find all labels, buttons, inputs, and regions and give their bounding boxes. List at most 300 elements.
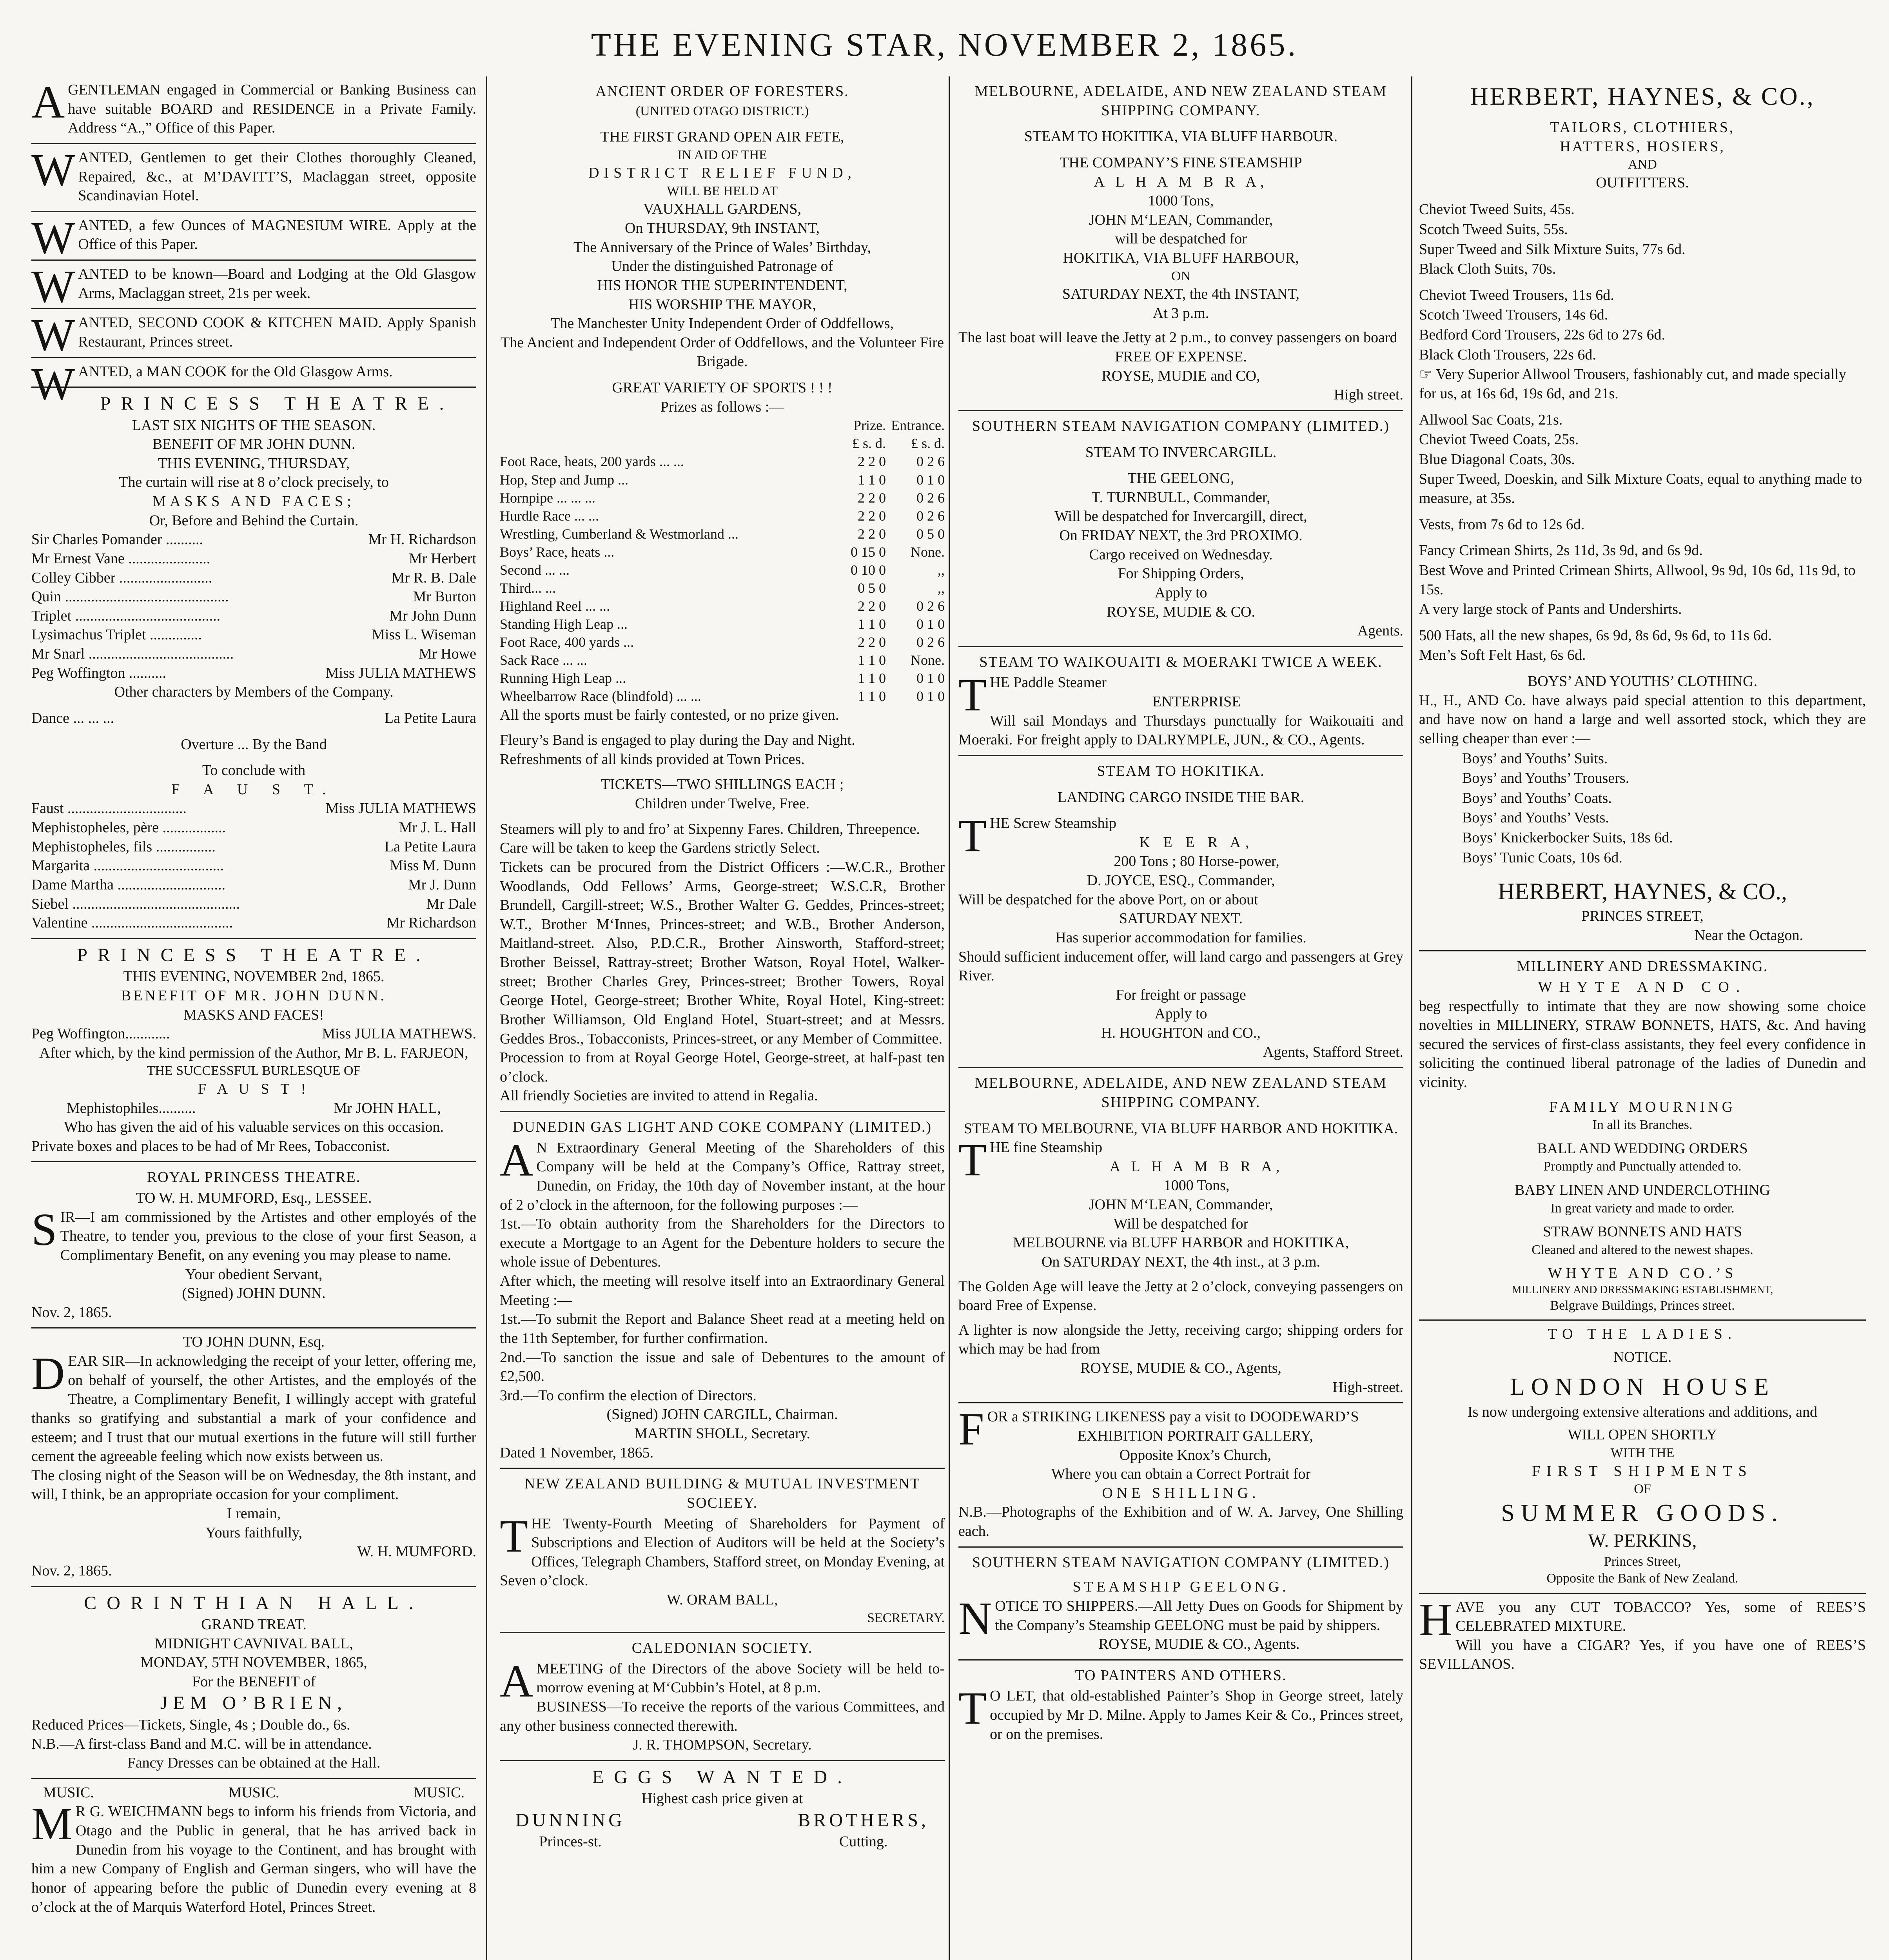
suits-list [1419,200,1866,279]
ad-gentleman: AGENTLEMAN engaged in Commercial or Banking Business can have suitable BOARD and RESIDENCE in a Private Family. Address “A.,” Office of this Paper. [31,76,476,144]
ad-line: Reduced Prices—Tickets, Single, 4s ; Double do., 6s. [31,1716,350,1733]
prize-name-cell: Foot Race, 400 yards ... [500,634,634,650]
ad-title: CORINTHIAN HALL. [84,1592,424,1613]
prize-name-cell: Hurdle Race ... ... [500,508,599,524]
ad-line: Cargo received on Wednesday. [1089,546,1273,563]
ad-line: Princes Street, [1604,1554,1681,1569]
ad-line: 1st.—To obtain authority from the Shareholders for the Directors to execute a Mortgage to an Agent for the Debenture holders to secure the whole issue of Debentures. [500,1216,945,1270]
ad-line: Apply to [1154,1005,1207,1022]
ad-line: ROYSE, MUDIE & CO., Agents, [1080,1360,1282,1377]
prize-prize-cell: 1 1 0 [858,670,886,686]
ad-title: MILLINERY AND DRESSMAKING. [1517,958,1768,975]
cast-actor: Miss M. Dunn [390,857,476,874]
ad-line: Agents, Stafford Street. [1263,1044,1403,1060]
ad-line: AND [1628,157,1657,172]
cast-row [31,644,476,664]
ad-tobacco [1419,1594,1866,1680]
ad-line: SATURDAY NEXT. [1119,910,1243,927]
cast-role: Peg Woffington .......... [31,664,166,681]
ad-line: Should sufficient inducement offer, will land cargo and passengers at Grey River. [958,948,1403,984]
prize-name-cell: Foot Race, heats, 200 yards ... ... [500,454,684,470]
eggs-row [500,1808,945,1851]
ad-line: FOR a STRIKING LIKENESS pay a visit to DOODEWARD’S [958,1403,1359,1455]
prize-prize-cell: 2 2 0 [858,598,886,614]
ad-line: Will be despatched for [1113,1215,1248,1232]
ad-body: beg respectfully to intimate that they are now showing some choice novelties in MILLINERY, STRAW BONNETS, HATS, &c. And having secured the services of first-class assistants, they feel every confidence in soliciting the continued liberal patronage of the ladies of Dunedin and vicinity. [1419,998,1866,1091]
cast-actor: Miss JULIA MATHEWS [325,664,476,681]
dance-row [31,709,476,728]
ad-line: ROYSE, MUDIE & CO. [1107,603,1255,620]
ad-line: Promptly and Punctually attended to. [1543,1159,1742,1174]
eggs-sub: Princes-st. [539,1833,602,1850]
cast-role: Mr Snarl ....................................... [31,646,234,662]
ad-line: STEAM TO HOKITIKA, VIA BLUFF HARBOUR. [1024,128,1338,145]
ad-eggs [500,1761,945,1857]
prize-row [500,471,945,489]
cast-row [31,895,476,914]
prize-table [500,416,945,705]
cast-actor: Mr R. B. Dale [391,569,476,586]
ad-line: JOHN M‘LEAN, Commander, [1089,1196,1273,1213]
ad-line: A L H A M B R A, [1109,1158,1284,1175]
ad-line: Care will be taken to keep the Gardens strictly Select. [500,840,820,857]
ad-line: N.B.—A first-class Band and M.C. will be in attendance. [31,1735,372,1752]
ad-steam-hokitika [958,756,1403,1068]
ad-line: NOTICE TO SHIPPERS.—All Jetty Dues on Goods for Shipment by the Company’s Steamship GEELONG must be paid by shippers. [958,1592,1403,1644]
ad-line: THIS EVENING, THURSDAY, [158,455,350,472]
ad-line: On SATURDAY NEXT, the 4th inst., at 3 p.m. [1041,1253,1321,1270]
ad-line: I remain, [227,1505,281,1522]
ad-southern-1 [958,411,1403,647]
ad-line: The Ancient and Independent Order of Oddfellows, and the Volunteer Fire Brigade. [501,334,944,370]
cast-actor: Mr Herbert [409,550,476,567]
ad-role: Mephistophiles.......... [67,1100,196,1116]
column-3 [958,76,1403,1960]
cast-role: Dame Martha ............................. [31,876,225,893]
ad-line: MARTIN SHOLL, Secretary. [634,1425,811,1442]
ad-line: Fancy Dresses can be obtained at the Hall. [127,1755,381,1771]
ad-line: WILL OPEN SHORTLY [1568,1426,1717,1443]
prize-entrance-cell: 0 5 0 [916,526,945,542]
music-body: MR G. WEICHMANN begs to inform his friends from Victoria, and Otago and the Public in general, that he has arrived back in Dunedin from his voyage to the Continent, and has brought with him a new Company of English and German singers, who will have the honor of appearing before the public of Dunedin every evening at 8 o’clock at the of Marquis Waterford Hotel, Princes Street. [31,1798,476,1915]
cast-role: Mephistopheles, fils ................ [31,838,216,855]
prize-prize-cell: 2 2 0 [858,454,886,470]
ad-body: AN Extraordinary General Meeting of the Shareholders of this Company will be held at the Company’s Office, Rattray street, Dunedin, on Friday, the 10th day of November instant, at the hour of 2 o’clock in the afternoon, for the following purposes :— [500,1134,945,1213]
ad-line: FAMILY MOURNING [1549,1098,1736,1115]
ad-line: Belgrave Buildings, Princes street. [1550,1298,1735,1313]
ad-magnesium: WANTED, a few Ounces of MAGNESIUM WIRE. Apply at the Office of this Paper. [31,212,476,263]
ad-herbert-haynes [1419,76,1866,951]
cast-actor: Miss L. Wiseman [372,626,476,643]
prize-row [500,633,945,651]
list-item: Super Tweed and Silk Mixture Suits, 77s 6d. [1419,241,1686,258]
list-item: Boys’ and Youths’ Vests. [1462,809,1609,826]
ad-line: MILLINERY AND DRESSMAKING ESTABLISHMENT, [1512,1283,1773,1296]
list-item: Vests, from 7s 6d to 12s 6d. [1419,516,1585,533]
ad-line: SATURDAY NEXT, the 4th INSTANT, [1062,286,1299,303]
ad-line: MASKS AND FACES! [183,1006,324,1023]
ad-line: THE SUCCESSFUL BURLESQUE OF [147,1063,361,1078]
ad-line: LONDON HOUSE [1510,1373,1775,1400]
list-item: Super Tweed, Doeskin, and Silk Mixture Coats, equal to anything made to measure, at 35s. [1419,471,1862,507]
prize-prize-cell: 0 15 0 [851,544,886,560]
ad-line: ROYSE, MUDIE and CO, [1101,367,1260,384]
ad-line: Highest cash price given at [641,1790,803,1807]
ad-line: THE COMPANY’S FINE STEAMSHIP [1060,154,1302,171]
prize-prize-cell: 1 1 0 [858,688,886,704]
list-item: ☞ Very Superior Allwool Trousers, fashionably cut, and made specially for us, at 16s 6d, 19s 6d, and 21s. [1419,366,1846,402]
ad-line: Has superior accommodation for families. [1055,929,1307,946]
ad-title: ROYAL PRINCESS THEATRE. [147,1169,361,1186]
ad-row [31,1099,476,1118]
eggs-name: DUNNING [515,1810,625,1831]
ad-princess-theatre-1 [31,388,476,939]
cast-role: Quin ............................................ [31,588,229,605]
ad-line: A lighter is now alongside the Jetty, receiving cargo; shipping orders for which may be had from [958,1321,1403,1357]
ad-likeness [958,1403,1403,1547]
cast-role: Triplet ....................................... [31,607,221,624]
cast-row [31,818,476,837]
ad-line: Other characters by Members of the Company. [114,684,394,701]
prize-name-cell: Second ... ... [500,562,570,578]
ad-second-cook: WANTED, SECOND COOK & KITCHEN MAID. Apply Spanish Restaurant, Princes street. [31,309,476,361]
prize-name-cell: Wrestling, Cumberland & Westmorland ... [500,526,739,542]
ad-title: SOUTHERN STEAM NAVIGATION COMPANY (LIMITED.) [972,417,1390,434]
cast-role: Lysimachus Triplet .............. [31,626,202,643]
ad-painters [958,1661,1403,1749]
ad-line: Will be despatched for Invercargill, direct, [1054,508,1307,525]
prize-row [500,615,945,633]
cast-actor: Mr Burton [413,588,476,605]
ad-line: Or, Before and Behind the Curtain. [149,512,359,529]
column-2 [500,76,945,1960]
ad-line: ROYSE, MUDIE & CO., Agents. [1098,1636,1300,1653]
prize-row [500,597,945,615]
hats-list [1419,626,1866,665]
ad-line: (UNITED OTAGO DISTRICT.) [635,103,809,118]
cast-role: Sir Charles Pomander .......... [31,531,203,548]
prize-entrance-cell: 0 1 0 [916,472,945,488]
ad-line: JEM O’BRIEN, [160,1693,348,1714]
ad-line: STEAMSHIP GEELONG. [1072,1579,1289,1595]
prize-row [500,489,945,507]
ad-line: Under the distinguished Patronage of [611,258,833,275]
ad-line: ENTERPRISE [1152,693,1241,710]
music-head: MUSIC. [228,1784,279,1801]
ad-line: EXHIBITION PORTRAIT GALLERY, [1077,1427,1313,1444]
coats-list [1419,410,1866,508]
cast-row [31,549,476,568]
ad-music [31,1779,476,1922]
list-item: Scotch Tweed Suits, 55s. [1419,221,1568,238]
ad-line: On THURSDAY, 9th INSTANT, [624,220,820,237]
prize-prize-cell: 2 2 0 [858,490,886,506]
prize-name-cell: Highland Reel ... ... [500,598,610,614]
column-divider [949,76,950,1960]
ad-line: BENEFIT OF MR JOHN DUNN. [152,436,356,453]
ad-line: STRAW BONNETS AND HATS [1542,1223,1742,1240]
ad-line: Will be despatched for the above Port, on or about [958,891,1258,908]
ad-princess-theatre-2 [31,939,476,1163]
ad-line: In great variety and made to order. [1550,1201,1735,1216]
prize-prize-cell: 1 1 0 [858,616,886,632]
ad-line: BABY LINEN AND UNDERCLOTHING [1515,1182,1770,1198]
cast-list [31,530,476,682]
dance-label: Dance ... ... ... [31,710,114,726]
prize-entrance-cell: None. [911,544,945,560]
ad-line: MELBOURNE via BLUFF HARBOR and HOKITIKA, [1013,1234,1349,1251]
ad-title: NEW ZEALAND BUILDING & MUTUAL INVESTMENT SOCIEEY. [524,1475,920,1511]
cast-actor: La Petite Laura [384,838,476,855]
ad-line: THE GEELONG, [1127,470,1234,487]
ad-line: Opposite the Bank of New Zealand. [1546,1571,1738,1586]
cast-actor: Mr Howe [419,646,476,662]
list-item: Men’s Soft Felt Hast, 6s 6d. [1419,647,1586,664]
currency-header [500,434,945,452]
prize-prize-cell: 1 1 0 [858,472,886,488]
ad-line: A L H A M B R A, [1094,173,1268,190]
ad-line: T. TURNBULL, Commander, [1091,489,1270,506]
prize-name-cell: Hornpipe ... ... ... [500,490,595,506]
ad-foresters [500,76,945,1112]
list-item: Cheviot Tweed Trousers, 11s 6d. [1419,287,1614,303]
ad-line: HIS HONOR THE SUPERINTENDENT, [597,277,847,294]
ad-line: HATTERS, HOSIERS, [1560,138,1725,155]
prize-entrance-cell: 0 2 6 [916,634,945,650]
prize-entrance-cell: 0 1 0 [916,688,945,704]
ad-line: STEAM TO MELBOURNE, VIA BLUFF HARBOR AND HOKITIKA. [964,1120,1398,1137]
list-item: Scotch Tweed Trousers, 14s 6d. [1419,307,1608,323]
ad-line: 1st.—To submit the Report and Balance Sheet read at a meeting held on the 11th September, for further confirmation. [500,1311,945,1347]
ad-line: TO JOHN DUNN, Esq. [183,1334,325,1350]
ad-title: CALEDONIAN SOCIETY. [631,1640,813,1657]
cast-role: Siebel ............................................. [31,895,240,912]
ad-line: TICKETS—TWO SHILLINGS EACH ; [601,776,844,793]
ad-line: Apply to [1154,584,1207,601]
eggs-name: BROTHERS, [798,1810,929,1831]
music-head: MUSIC. [43,1784,94,1801]
ad-line: JOHN M‘LEAN, Commander, [1089,211,1273,228]
ad-building-society [500,1469,945,1633]
prize-row [500,579,945,597]
ad-line: W. ORAM BALL, [666,1592,778,1608]
ad-man-cook: WANTED, a MAN COOK for the Old Glasgow Arms. [31,358,476,388]
ad-line: Private boxes and places to be had of Mr Rees, Tobacconist. [31,1138,390,1154]
ad-line: ONE SHILLING. [1102,1485,1260,1501]
prize-entrance-cell: ,, [938,562,945,578]
ad-line: 3rd.—To confirm the election of Directors. [500,1387,757,1404]
cast-row [31,530,476,549]
ad-line: (Signed) JOHN DUNN. [182,1285,326,1302]
ad-line: Where you can obtain a Correct Portrait for [1051,1466,1311,1483]
ad-line: F A U S T ! [198,1080,310,1097]
list-item: Cheviot Tweed Suits, 45s. [1419,201,1575,218]
cast-row [31,625,476,644]
ad-title: MELBOURNE, ADELAIDE, AND NEW ZEALAND STEAM SHIPPING COMPANY. [974,1075,1387,1111]
ad-line: Will sail Mondays and Thursdays punctually for Waikouaiti and Moeraki. For freight apply to DALRYMPLE, JUN., & CO., Agents. [958,712,1403,748]
ad-line: LAST SIX NIGHTS OF THE SEASON. [132,417,376,434]
ad-line: Children under Twelve, Free. [635,795,810,812]
ad-title: MELBOURNE, ADELAIDE, AND NEW ZEALAND STEAM SHIPPING COMPANY. [974,83,1387,119]
prize-prize-cell: 1 1 0 [858,652,886,668]
ad-line: STEAM TO INVERCARGILL. [1085,444,1277,461]
ad-line: Procession to from at Royal George Hotel, George-street, at half-past ten o’clock. [500,1049,945,1085]
ad-body: THE Twenty-Fourth Meeting of Shareholders for Payment of Subscriptions and Election of Auditors will be held at the Society’s Offices, Telegraph Chambers, Stafford street, on Monday Evening, at Seven o’clock. [500,1510,945,1589]
ad-wanted-clothes: WANTED, Gentlemen to get their Clothes thoroughly Cleaned, Repaired, &c., at M’DAVITT’S, Maclaggan street, opposite Scandinavian Hotel. [31,144,476,212]
ad-line: High-street. [1332,1379,1403,1396]
prize-row [500,507,945,525]
ad-line: The Golden Age will leave the Jetty at 2 o’clock, conveying passengers on board Free of Expense. [958,1278,1403,1314]
ad-line: BENEFIT OF MR. JOHN DUNN. [121,987,387,1004]
ad-line: TAILORS, CLOTHIERS, [1550,119,1735,136]
cast-row [31,837,476,857]
cast-actor: Mr H. Richardson [368,531,476,548]
list-item: Boys’ and Youths’ Coats. [1462,789,1612,806]
ad-line: Overture ... By the Band [181,736,327,753]
ad-line: HAVE you any CUT TOBACCO? Yes, some of REES’S CELEBRATED MIXTURE. [1419,1593,1866,1645]
ad-actor: Miss JULIA MATHEWS. [322,1025,476,1042]
ad-line: F A U S T. [171,781,336,798]
ad-line: GRAND TREAT. [201,1616,307,1633]
ad-corinthian-hall [31,1587,476,1779]
ad-title: TO PAINTERS AND OTHERS. [1075,1667,1287,1684]
ad-line: Near the Octagon. [1694,927,1803,944]
ad-caledonian [500,1633,945,1761]
ad-line: J. R. THOMPSON, Secretary. [633,1737,812,1753]
ad-line: PRINCES STREET, [1581,908,1704,925]
ad-line: BUSINESS—To receive the reports of the various Committees, and any other business connected therewith. [500,1699,945,1734]
ad-line: WHYTE AND CO. [1538,978,1747,995]
ad-line: High street. [1334,387,1403,403]
cast-role: Valentine ...................................... [31,915,233,931]
ad-line: MASKS AND FACES; [152,493,355,510]
ad-line: HIS WORSHIP THE MAYOR, [628,296,817,313]
trousers-list [1419,286,1866,403]
ad-title: HERBERT, HAYNES, & CO., [1470,82,1815,110]
ad-line: Dated 1 November, 1865. [500,1444,654,1461]
column-1 [31,76,476,1960]
ad-line: D. JOYCE, ESQ., Commander, [1087,872,1275,889]
cast-role: Margarita ................................... [31,857,224,874]
ad-line: WHYTE AND CO.’S [1548,1265,1737,1282]
cast-role: Colley Cibber ......................... [31,569,212,586]
ad-line: THE FIRST GRAND OPEN AIR FETE, [600,129,844,145]
letter-body: DEAR SIR—In acknowledging the receipt of your letter, offering me, on behalf of yourself, the other Artistes, and the employés of the Theatre, a Complimentary Benefit, I willingly accept with grateful thanks so gratifying and substantial a mark of your confidence and esteem; and I trust that our mutual exertions in the future will still further cement the agreeable feeling which now exists between us. [31,1348,476,1465]
entrance-header-cell: Entrance. [891,417,945,434]
ad-role: Peg Woffington............ [31,1025,170,1042]
prize-entrance-cell: 0 2 6 [916,508,945,524]
currency-cell: £ s. d. [852,436,886,452]
list-item: Allwool Sac Coats, 21s. [1419,411,1563,428]
list-item: Boys’ and Youths’ Suits. [1462,750,1608,767]
ad-line: All the sports must be fairly contested, or no prize given. [500,706,839,723]
prize-blank [500,416,827,434]
ad-gas-company [500,1112,945,1469]
prize-entrance-cell: 0 1 0 [916,670,945,686]
cast-row [31,664,476,683]
eggs-sub: Cutting. [839,1833,888,1850]
list-item: Fancy Crimean Shirts, 2s 11d, 3s 9d, and 6s 9d. [1419,542,1703,559]
letter-date: Nov. 2, 1865. [31,1304,112,1321]
prize-entrance-cell: 0 2 6 [916,490,945,506]
cast-row [31,875,476,895]
ad-line: Yours faithfully, [205,1524,303,1541]
ad-line: GREAT VARIETY OF SPORTS ! ! ! [612,379,833,396]
ad-line: OUTFITTERS. [1596,174,1689,191]
ad-title: PRINCESS THEATRE. [100,393,454,414]
ad-line: Will you have a CIGAR? Yes, if you have one of REES’S SEVILLANOS. [1419,1637,1866,1673]
list-item: Boys’ Tunic Coats, 10s 6d. [1462,849,1622,866]
ad-line: W. PERKINS, [1588,1530,1697,1552]
prize-entrance-cell: 0 1 0 [916,616,945,632]
ad-line: WILL BE HELD AT [667,183,778,198]
ad-line: 200 Tons ; 80 Horse-power, [1114,853,1279,870]
prize-row [500,543,945,561]
prize-prize-cell: 0 10 0 [851,562,886,578]
ad-line: All friendly Societies are invited to attend in Regalia. [500,1087,818,1104]
ad-line: Refreshments of all kinds provided at Town Prices. [500,751,805,768]
ad-line: Your obedient Servant, [185,1266,323,1283]
prize-prize-cell: 0 5 0 [858,580,886,596]
ad-line: DISTRICT RELIEF FUND, [588,165,856,181]
cast-row [31,587,476,606]
letter-date: Nov. 2, 1865. [31,1562,112,1579]
ad-line: To conclude with [202,762,306,779]
ad-line: THIS EVENING, NOVEMBER 2nd, 1865. [123,968,385,985]
list-item: Boys’ Knickerbocker Suits, 18s 6d. [1462,829,1673,846]
ad-line: For the BENEFIT of [192,1673,316,1690]
ad-title: STEAM TO WAIKOUAITI & MOERAKI TWICE A WEEK. [979,653,1383,670]
ad-line: BALL AND WEDDING ORDERS [1537,1140,1748,1157]
prize-header [500,416,945,434]
prize-prize-cell: 2 2 0 [858,508,886,524]
ad-title: DUNEDIN GAS LIGHT AND COKE COMPANY (LIMITED.) [512,1119,932,1136]
shirts-list [1419,541,1866,619]
list-item: Black Cloth Trousers, 22s 6d. [1419,346,1596,363]
music-head: MUSIC. [414,1784,465,1801]
list-item: Boys’ and Youths’ Trousers. [1462,770,1630,787]
eggs-right [798,1808,929,1851]
column-divider [486,76,487,1960]
cast-role: Mr Ernest Vane ...................... [31,550,210,567]
ad-line: Who has given the aid of his valuable services on this occasion. [64,1119,444,1136]
prize-name-cell: Wheelbarrow Race (blindfold) ... ... [500,688,701,704]
prize-entrance-cell: 0 2 6 [916,454,945,470]
cast-actor: Mr J. L. Hall [399,819,476,836]
ad-line: On FRIDAY NEXT, the 3rd PROXIMO. [1059,527,1303,544]
cast-actor: Mr John Dunn [389,607,476,624]
ad-line: THE fine Steamship [958,1134,1103,1186]
ad-line: For freight or passage [1116,986,1246,1003]
column-divider [1411,76,1412,1960]
ad-row [31,1024,476,1044]
prize-name-cell: Third... ... [500,580,556,596]
ad-line: The curtain will rise at 8 o’clock precisely, to [119,474,389,491]
prize-row [500,687,945,705]
ad-line: After which, by the kind permission of the Author, Mr B. L. FARJEON, [39,1044,468,1061]
music-heads [31,1783,476,1802]
ad-line: NOTICE. [1613,1348,1672,1365]
ad-title: STEAM TO HOKITIKA. [1097,762,1265,779]
ad-line: Agents. [1357,622,1403,639]
ad-line: FIRST SHIPMENTS [1532,1463,1753,1479]
ad-line: Cleaned and altered to the newest shapes. [1532,1242,1753,1257]
ad-line: The Manchester Unity Independent Order of Oddfellows, [551,315,894,332]
ad-line: After which, the meeting will resolve itself into an Extraordinary General Meeting :— [500,1273,945,1308]
ad-line: THE Screw Steamship [958,810,1117,862]
prize-row [500,452,945,470]
column-4 [1419,76,1866,1960]
